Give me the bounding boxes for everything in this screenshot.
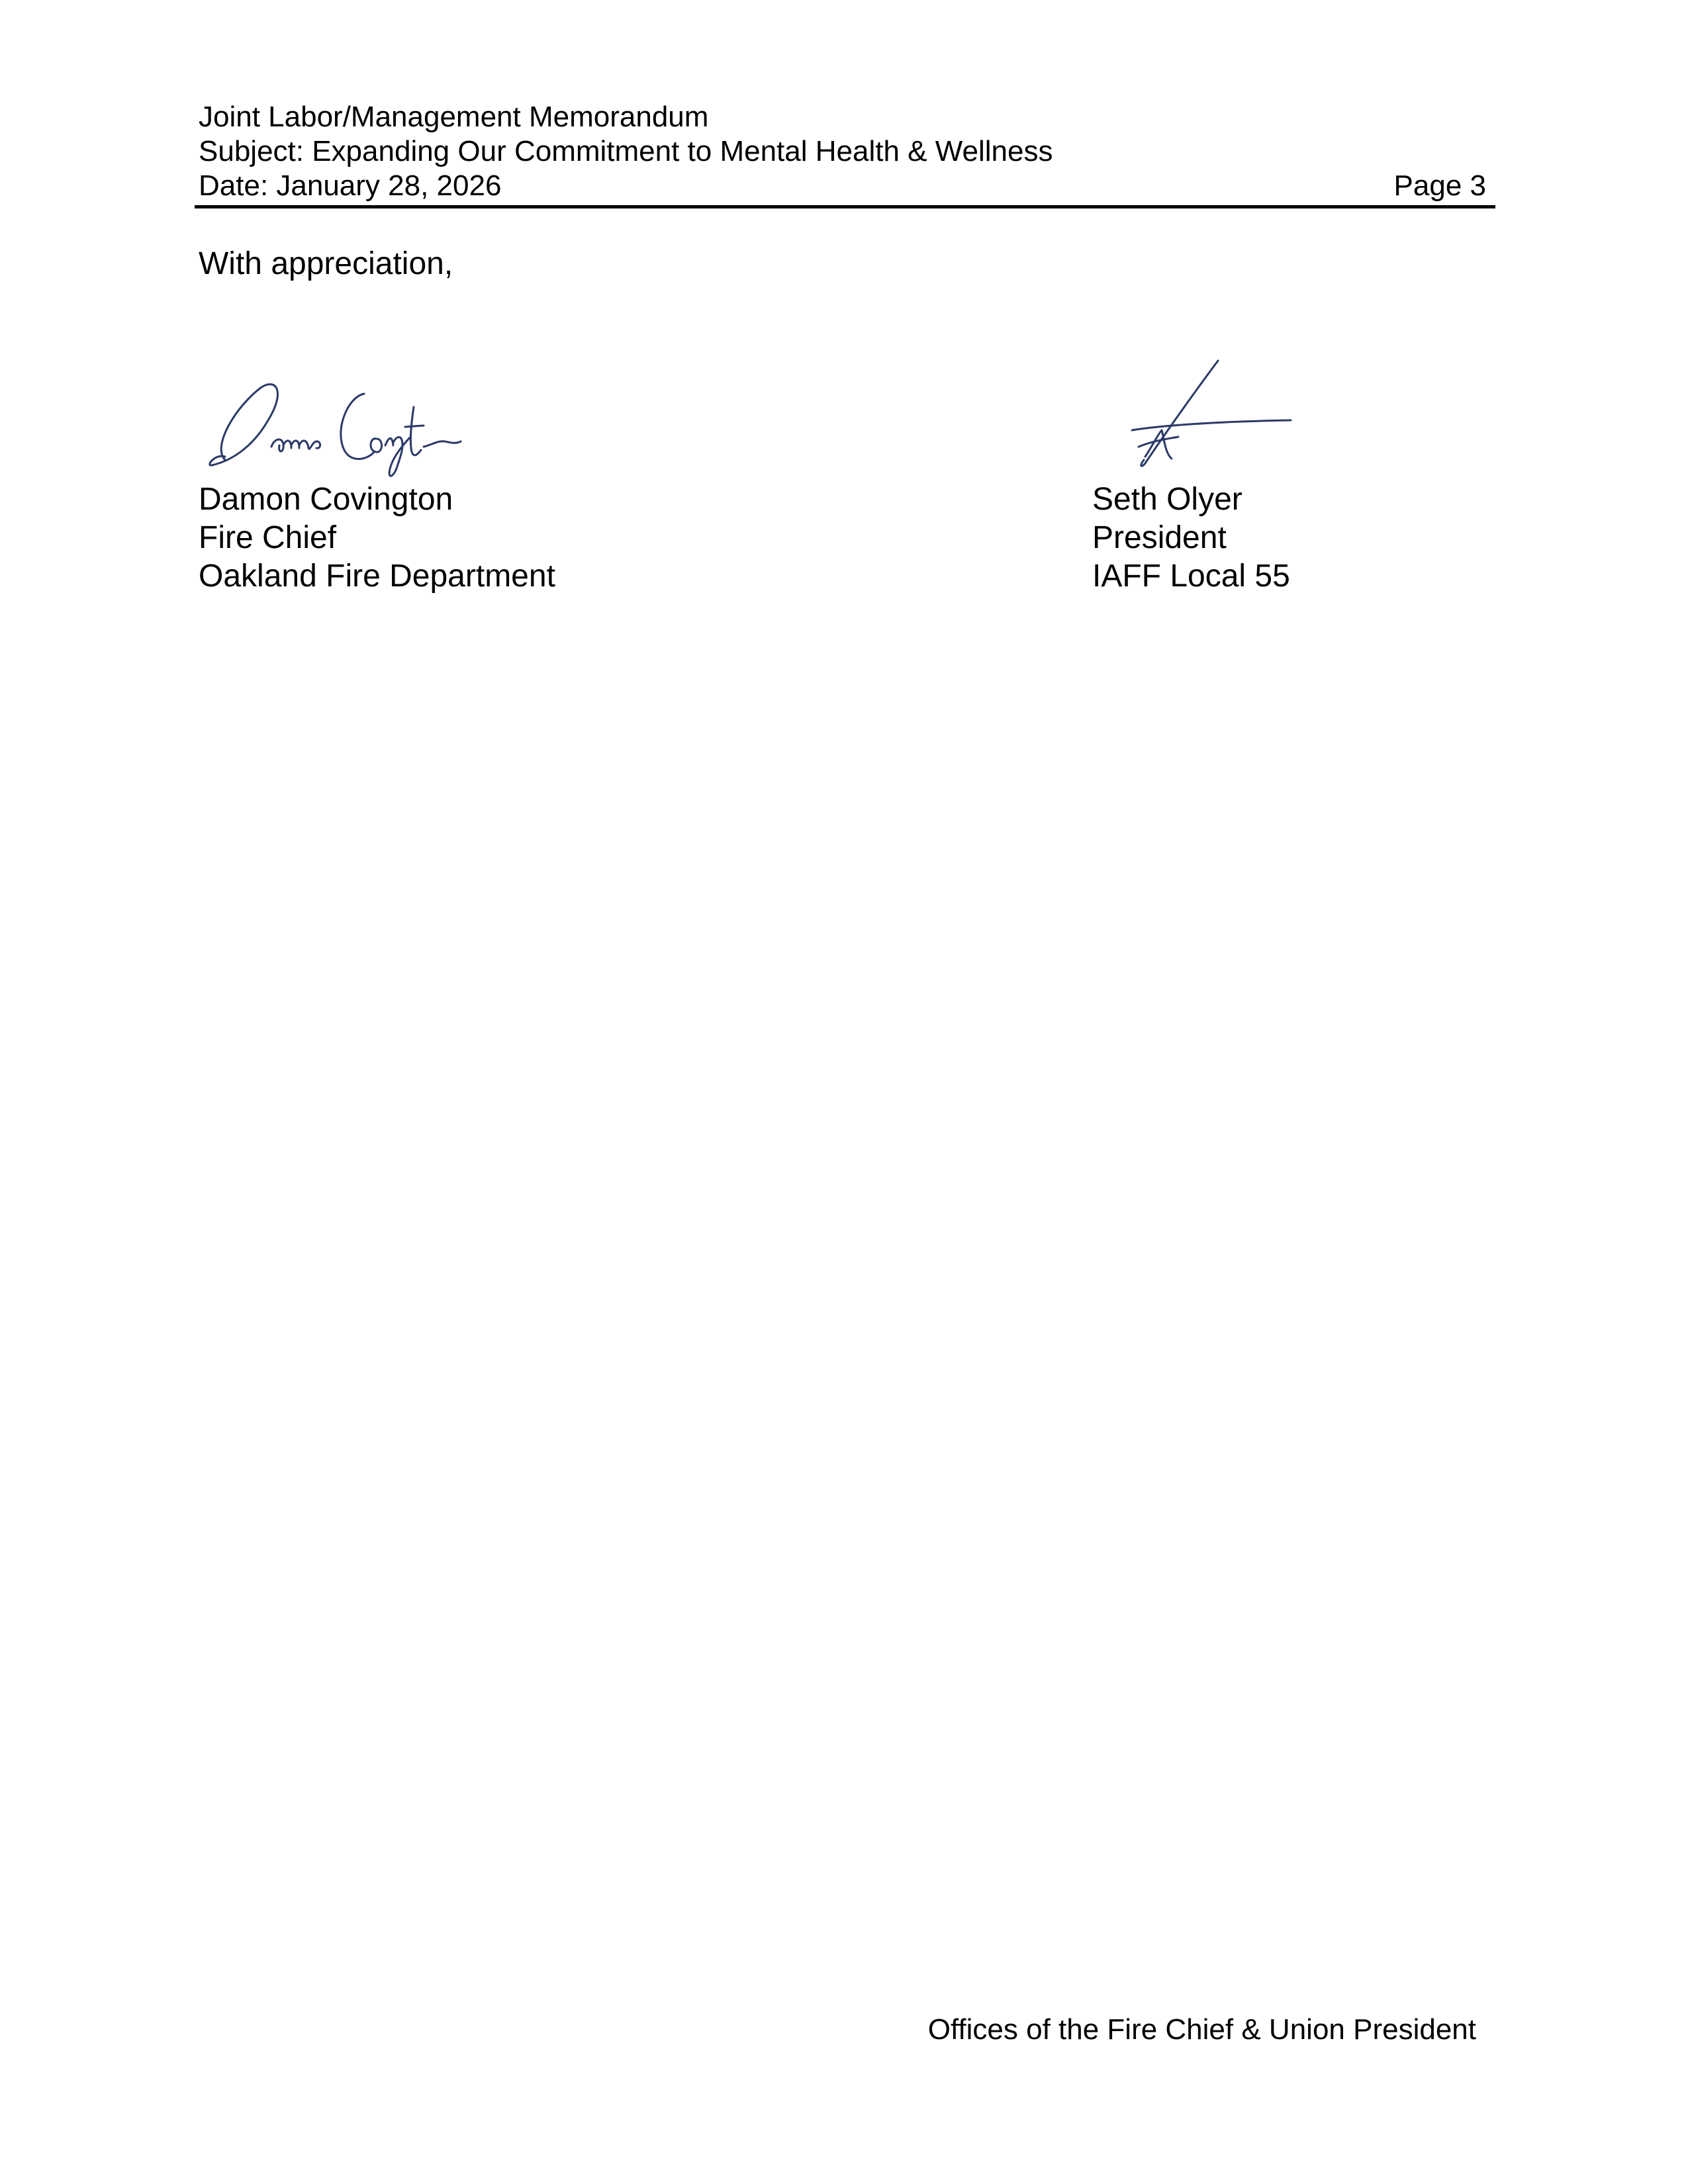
signatory-title: President bbox=[1092, 520, 1227, 555]
signatory-organization: IAFF Local 55 bbox=[1092, 559, 1290, 594]
memo-title: Joint Labor/Management Memorandum bbox=[199, 101, 709, 133]
page-number: Page 3 bbox=[1393, 169, 1486, 202]
page-footer: Offices of the Fire Chief & Union President bbox=[927, 2013, 1476, 2046]
signature-seth-olyer bbox=[1092, 354, 1304, 477]
signatory-title: Fire Chief bbox=[199, 520, 337, 555]
closing-salutation: With appreciation, bbox=[199, 246, 453, 281]
memo-date: Date: January 28, 2026 bbox=[199, 169, 502, 202]
memo-subject: Subject: Expanding Our Commitment to Mental Health & Wellness bbox=[199, 135, 1053, 167]
signatory-block-left bbox=[199, 480, 555, 596]
signature-damon-covington bbox=[199, 367, 496, 500]
signatory-name: Damon Covington bbox=[199, 482, 453, 517]
signatory-organization: Oakland Fire Department bbox=[199, 559, 555, 594]
signatory-name: Seth Olyer bbox=[1092, 482, 1243, 517]
signatory-block-right bbox=[1092, 480, 1290, 596]
header-rule bbox=[195, 205, 1495, 208]
